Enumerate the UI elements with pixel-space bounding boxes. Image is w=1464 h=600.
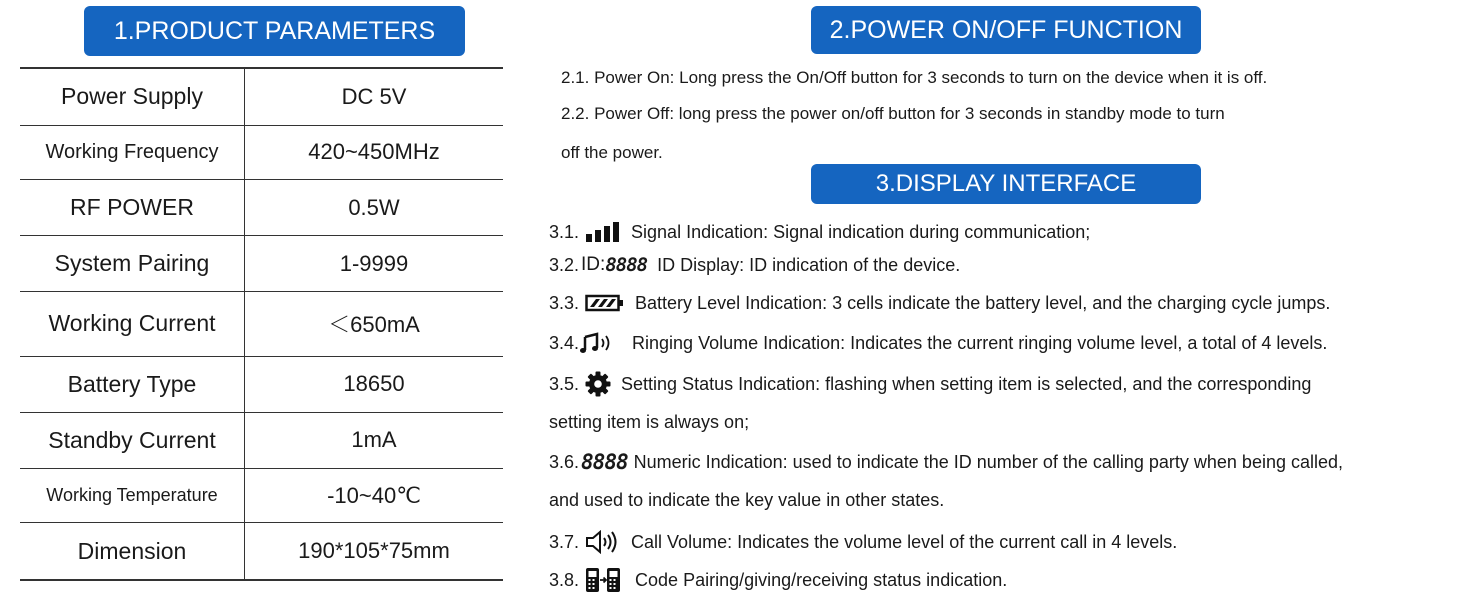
- param-label: Power Supply: [20, 68, 245, 125]
- item-number: 3.8.: [549, 570, 580, 590]
- param-label: Working Frequency: [20, 125, 245, 179]
- product-parameters-table: [20, 67, 503, 581]
- display-item-pairing: [549, 567, 1007, 593]
- power-off-text: 2.2. Power Off: long press the power on/off button for 3 seconds in standby mode to turn: [561, 104, 1225, 123]
- power-off-text-cont: off the power.: [561, 143, 663, 162]
- table-row: [20, 412, 503, 468]
- item-text-cont: setting item is always on;: [549, 412, 750, 432]
- gear-icon: [585, 371, 611, 397]
- param-label: Standby Current: [20, 412, 245, 468]
- display-item-ringing: [549, 331, 1327, 355]
- numeric-digits: 8888: [581, 450, 628, 474]
- param-label: System Pairing: [20, 236, 245, 292]
- display-item-call-volume: [549, 530, 1177, 554]
- param-label: Dimension: [20, 523, 245, 580]
- display-item-signal: [549, 220, 1090, 244]
- table-row: [20, 125, 503, 179]
- item-number: 3.6.: [549, 452, 580, 472]
- param-value: 1-9999: [245, 236, 504, 292]
- item-number: 3.2.: [549, 255, 580, 275]
- item-text: Ringing Volume Indication: Indicates the current ringing volume level, a total of 4 levels.: [632, 333, 1328, 353]
- table-row: [20, 68, 503, 125]
- param-value: -10~40℃: [245, 469, 504, 523]
- item-text: Numeric Indication: used to indicate the ID number of the calling party when being called,: [633, 452, 1344, 472]
- param-value: 190*105*75mm: [245, 523, 504, 580]
- id-prefix: ID:: [581, 254, 606, 275]
- param-label: Working Current: [20, 292, 245, 356]
- section-title-power-function: 2.POWER ON/OFF FUNCTION: [811, 6, 1201, 54]
- display-item-setting: [549, 371, 1311, 397]
- item-number: 3.7.: [549, 532, 580, 552]
- item-number: 3.5.: [549, 374, 580, 394]
- param-value: 0.5W: [245, 179, 504, 235]
- item-text: Call Volume: Indicates the volume level of the current call in 4 levels.: [631, 532, 1178, 552]
- item-text: Code Pairing/giving/receiving status indication.: [635, 570, 1008, 590]
- table-row: [20, 236, 503, 292]
- item-text: Battery Level Indication: 3 cells indicate the battery level, and the charging cycle jumps.: [635, 293, 1331, 313]
- item-number: 3.3.: [549, 293, 580, 313]
- param-value: 420~450MHz: [245, 125, 504, 179]
- table-row: [20, 292, 503, 356]
- table-row: [20, 179, 503, 235]
- item-number: 3.4.: [549, 333, 580, 353]
- table-row: [20, 523, 503, 580]
- display-item-setting-cont: [549, 410, 749, 434]
- param-value: ＜650mA: [245, 292, 504, 356]
- table-row: [20, 469, 503, 523]
- item-text: Signal Indication: Signal indication during communication;: [631, 222, 1091, 242]
- param-label: RF POWER: [20, 179, 245, 235]
- item-text: ID Display: ID indication of the device.: [657, 255, 961, 275]
- section-title-product-parameters: 1.PRODUCT PARAMETERS: [84, 6, 465, 56]
- param-label: Battery Type: [20, 356, 245, 412]
- display-item-numeric: [549, 450, 1343, 474]
- id-digits: 8888: [605, 254, 648, 276]
- param-label: Working Temperature: [20, 469, 245, 523]
- numeric-digits-icon: [581, 450, 628, 474]
- param-value: 18650: [245, 356, 504, 412]
- table-row: [20, 356, 503, 412]
- pairing-phones-icon: [585, 567, 621, 593]
- display-item-numeric-cont: [549, 488, 944, 512]
- item-text: Setting Status Indication: flashing when setting item is selected, and the corresponding: [621, 374, 1312, 394]
- section-title-display-interface: 3.DISPLAY INTERFACE: [811, 164, 1201, 204]
- signal-bars-icon: [585, 221, 621, 243]
- id-display-icon: [581, 253, 647, 277]
- display-item-id: [549, 253, 960, 277]
- battery-icon: [585, 293, 625, 313]
- param-value: DC 5V: [245, 68, 504, 125]
- speaker-volume-icon: [585, 530, 619, 554]
- power-on-text: 2.1. Power On: Long press the On/Off button for 3 seconds to turn on the device when it is off.: [561, 68, 1268, 87]
- music-note-volume-icon: [580, 331, 616, 355]
- param-value: 1mA: [245, 412, 504, 468]
- item-number: 3.1.: [549, 222, 580, 242]
- display-item-battery: [549, 291, 1330, 315]
- item-text-cont: and used to indicate the key value in other states.: [549, 490, 945, 510]
